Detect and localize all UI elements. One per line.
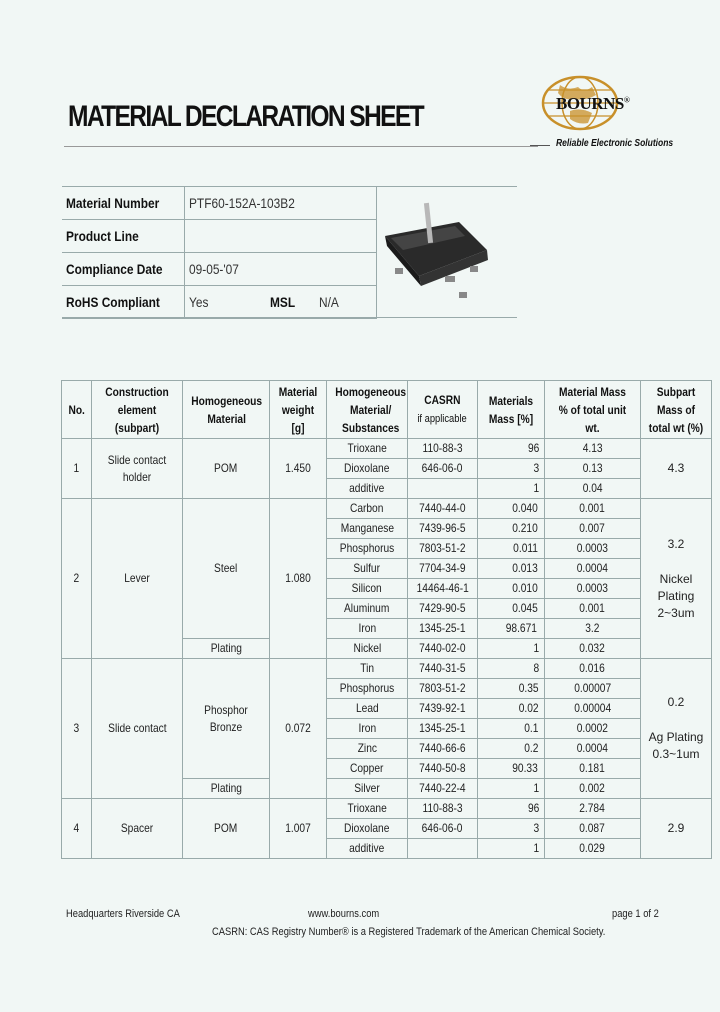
mass-pct-cell: 0.00007	[545, 679, 641, 699]
msl-value: N/A	[318, 294, 339, 310]
header-construction: Construction element (subpart)	[92, 381, 183, 439]
group-element: Spacer	[92, 799, 183, 859]
substance-cell: Silicon	[327, 579, 408, 599]
mass-pct-cell: 0.04	[545, 479, 641, 499]
casrn-cell	[408, 839, 478, 859]
subpart-mass-value: 0.2	[667, 695, 685, 709]
header-mass: Materials Mass [%]	[478, 381, 545, 439]
mass-cell: 3	[478, 459, 545, 479]
mass-cell: 96	[478, 439, 545, 459]
casrn-cell: 7803-51-2	[408, 539, 478, 559]
casrn-cell: 7440-31-5	[408, 659, 478, 679]
mass-cell: 0.02	[478, 699, 545, 719]
substance-cell: Manganese	[327, 519, 408, 539]
substance-cell: Iron	[327, 719, 408, 739]
footer-page-number: page 1 of 2	[612, 908, 659, 920]
substance-cell: Phosphorus	[327, 679, 408, 699]
casrn-cell: 7440-22-4	[408, 779, 478, 799]
mass-cell: 0.011	[478, 539, 545, 559]
header-no: No.	[62, 381, 92, 439]
casrn-cell: 110-88-3	[408, 799, 478, 819]
mass-cell: 98.671	[478, 619, 545, 639]
mass-cell: 1	[478, 779, 545, 799]
substance-cell: Trioxane	[327, 799, 408, 819]
substance-cell: additive	[327, 479, 408, 499]
homogeneous-material: POM	[183, 799, 270, 859]
mass-pct-cell: 0.181	[545, 759, 641, 779]
footer-hq: Headquarters Riverside CA	[66, 908, 180, 920]
homogeneous-material: Plating	[183, 779, 270, 799]
mass-pct-cell: 2.784	[545, 799, 641, 819]
group-no: 2	[62, 499, 92, 659]
mass-cell: 0.010	[478, 579, 545, 599]
subpart-mass-cell	[641, 799, 712, 859]
info-row-product-line	[62, 220, 376, 253]
mass-pct-cell: 0.016	[545, 659, 641, 679]
substance-cell: Tin	[327, 659, 408, 679]
substance-cell: Nickel	[327, 639, 408, 659]
casrn-cell: 110-88-3	[408, 439, 478, 459]
table-header-row	[62, 381, 712, 439]
casrn-cell: 7803-51-2	[408, 679, 478, 699]
page-title: MATERIAL DECLARATION SHEET	[68, 100, 424, 133]
tagline-rule	[530, 145, 550, 146]
mass-cell: 1	[478, 639, 545, 659]
subpart-mass-cell	[641, 439, 712, 499]
casrn-cell: 7429-90-5	[408, 599, 478, 619]
mass-pct-cell: 0.00004	[545, 699, 641, 719]
homogeneous-material: Phosphor Bronze	[183, 659, 270, 779]
product-photo	[355, 188, 517, 317]
mass-pct-cell: 0.032	[545, 639, 641, 659]
group-weight: 1.080	[270, 499, 327, 659]
group-no: 3	[62, 659, 92, 799]
rohs-value: Yes	[188, 294, 209, 310]
mass-cell: 0.2	[478, 739, 545, 759]
mass-cell: 0.013	[478, 559, 545, 579]
mass-pct-cell: 0.001	[545, 499, 641, 519]
casrn-cell: 7440-66-6	[408, 739, 478, 759]
title-rule	[64, 146, 538, 147]
msl-label: MSL	[269, 294, 295, 310]
casrn-cell: 646-06-0	[408, 459, 478, 479]
casrn-cell: 7439-96-5	[408, 519, 478, 539]
substance-cell: Carbon	[327, 499, 408, 519]
subpart-mass-cell	[641, 499, 712, 659]
brand-name: BOURNS	[556, 94, 624, 113]
group-weight: 0.072	[270, 659, 327, 799]
group-no: 4	[62, 799, 92, 859]
mass-pct-cell: 4.13	[545, 439, 641, 459]
casrn-cell: 7440-44-0	[408, 499, 478, 519]
info-table	[62, 187, 377, 319]
header-mass-pct: Material Mass % of total unit wt.	[545, 381, 641, 439]
mass-pct-cell: 0.001	[545, 599, 641, 619]
casrn-cell: 7440-50-8	[408, 759, 478, 779]
subpart-mass-value: 2.9	[667, 821, 685, 835]
compliance-date-label: Compliance Date	[66, 261, 163, 277]
mass-pct-cell: 0.087	[545, 819, 641, 839]
substance-cell: Silver	[327, 779, 408, 799]
mass-pct-cell: 0.007	[545, 519, 641, 539]
subpart-plating-note: Nickel Plating 2~3um	[657, 571, 695, 620]
subpart-mass-cell	[641, 659, 712, 799]
casrn-cell: 14464-46-1	[408, 579, 478, 599]
product-line-value	[184, 220, 376, 253]
mass-pct-cell: 3.2	[545, 619, 641, 639]
substance-cell: Dioxolane	[327, 459, 408, 479]
mass-pct-cell: 0.029	[545, 839, 641, 859]
footer-website: www.bourns.com	[308, 908, 380, 920]
rohs-label: RoHS Compliant	[66, 294, 160, 310]
casrn-cell: 7439-92-1	[408, 699, 478, 719]
substance-cell: Copper	[327, 759, 408, 779]
mass-pct-cell: 0.0003	[545, 539, 641, 559]
mass-cell: 1	[478, 479, 545, 499]
substance-cell: Phosphorus	[327, 539, 408, 559]
material-table	[61, 380, 712, 859]
mass-pct-cell: 0.13	[545, 459, 641, 479]
group-weight: 1.450	[270, 439, 327, 499]
mass-cell: 90.33	[478, 759, 545, 779]
casrn-cell: 1345-25-1	[408, 719, 478, 739]
mass-cell: 96	[478, 799, 545, 819]
mass-cell: 0.210	[478, 519, 545, 539]
product-line-label: Product Line	[66, 228, 139, 244]
group-element: Slide contact	[92, 659, 183, 799]
header-homogeneous: Homogeneous Material	[183, 381, 270, 439]
info-row-material-number	[62, 187, 376, 220]
homogeneous-material: Steel	[183, 499, 270, 639]
table-row	[62, 799, 712, 819]
substance-cell: Sulfur	[327, 559, 408, 579]
mass-pct-cell: 0.0004	[545, 559, 641, 579]
mass-cell: 0.045	[478, 599, 545, 619]
compliance-date-value: 09-05-'07	[188, 261, 239, 277]
substance-cell: additive	[327, 839, 408, 859]
mass-cell: 1	[478, 839, 545, 859]
header-subpart-mass: Subpart Mass of total wt (%)	[641, 381, 712, 439]
brand-registered-mark: ®	[623, 95, 630, 105]
brand-tagline: Reliable Electronic Solutions	[556, 138, 674, 149]
substance-cell: Dioxolane	[327, 819, 408, 839]
mass-pct-cell: 0.0004	[545, 739, 641, 759]
footer-casrn-note: CASRN: CAS Registry Number® is a Registered Trademark of the American Chemical Society.	[212, 926, 606, 938]
table-row	[62, 659, 712, 679]
mass-cell: 0.1	[478, 719, 545, 739]
mass-pct-cell: 0.002	[545, 779, 641, 799]
mass-pct-cell: 0.0003	[545, 579, 641, 599]
homogeneous-material: Plating	[183, 639, 270, 659]
info-row-compliance-date	[62, 253, 376, 286]
mass-cell: 0.35	[478, 679, 545, 699]
mass-cell: 8	[478, 659, 545, 679]
header-weight: Material weight [g]	[270, 381, 327, 439]
substance-cell: Iron	[327, 619, 408, 639]
subpart-mass-value: 4.3	[667, 461, 685, 475]
substance-cell: Trioxane	[327, 439, 408, 459]
info-bottom-rule	[62, 317, 517, 318]
header-substances: Homogeneous Material/ Substances	[327, 381, 408, 439]
casrn-cell: 7440-02-0	[408, 639, 478, 659]
casrn-cell: 7704-34-9	[408, 559, 478, 579]
substance-cell: Zinc	[327, 739, 408, 759]
material-number-value: PTF60-152A-103B2	[188, 195, 295, 211]
subpart-mass-value: 3.2	[667, 536, 685, 551]
group-element: Lever	[92, 499, 183, 659]
info-row-rohs	[62, 286, 376, 319]
subpart-plating-note: Ag Plating 0.3~1um	[648, 730, 704, 761]
mass-cell: 3	[478, 819, 545, 839]
brand-logo-text	[556, 94, 629, 114]
substance-cell: Aluminum	[327, 599, 408, 619]
table-row	[62, 499, 712, 519]
group-no: 1	[62, 439, 92, 499]
table-body	[62, 439, 712, 859]
homogeneous-material: POM	[183, 439, 270, 499]
material-number-label: Material Number	[66, 195, 160, 211]
group-weight: 1.007	[270, 799, 327, 859]
mass-cell: 0.040	[478, 499, 545, 519]
casrn-cell	[408, 479, 478, 499]
group-element: Slide contact holder	[92, 439, 183, 499]
casrn-cell: 646-06-0	[408, 819, 478, 839]
substance-cell: Lead	[327, 699, 408, 719]
casrn-cell: 1345-25-1	[408, 619, 478, 639]
header-casrn: CASRN if applicable	[408, 381, 478, 439]
mass-pct-cell: 0.0002	[545, 719, 641, 739]
table-row	[62, 439, 712, 459]
